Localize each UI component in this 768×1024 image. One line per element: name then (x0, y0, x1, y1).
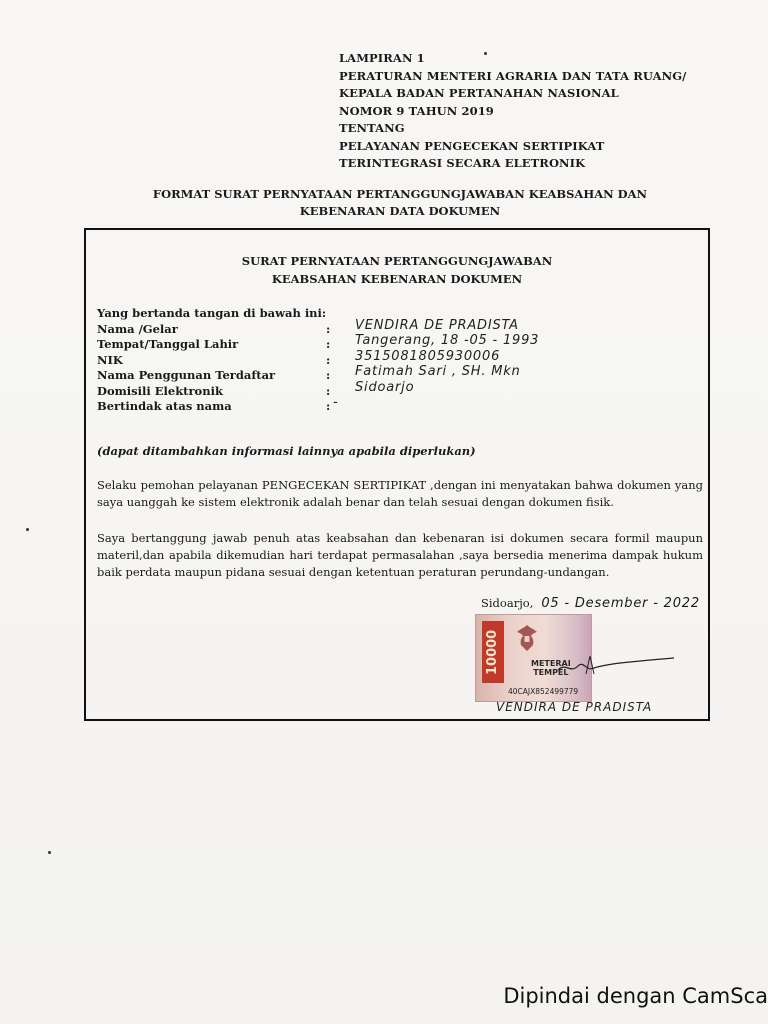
optional-info-note: (dapat ditambahkan informasi lainnya apabila diperlukan) (97, 444, 476, 458)
scan-speck (48, 851, 51, 854)
field-value-handwritten: - (333, 395, 339, 410)
place-text: Sidoarjo, (481, 596, 534, 610)
field-label: Bertindak atas nama (97, 399, 232, 413)
stamp-denomination: 10000 (482, 621, 504, 683)
format-title-line: KEBENARAN DATA DOKUMEN (299, 204, 501, 218)
field-value-handwritten: Fatimah Sari , SH. Mkn (355, 364, 521, 379)
field-value-handwritten: Sidoarjo (355, 379, 415, 395)
header-line: TENTANG (339, 121, 405, 135)
garuda-emblem-icon (516, 623, 538, 653)
field-label: Domisili Elektronik (97, 383, 223, 398)
statement-box (84, 228, 710, 721)
field-value-handwritten: VENDIRA DE PRADISTA (355, 317, 519, 333)
stamp-label-line: TEMPEL (533, 668, 569, 677)
header-line: NOMOR 9 TAHUN 2019 (339, 103, 494, 118)
field-value-handwritten: 3515081805930006 (355, 348, 501, 364)
signer-name-handwritten: VENDIRA DE PRADISTA (496, 700, 653, 714)
header-line: LAMPIRAN 1 (339, 51, 425, 65)
format-title-line: FORMAT SURAT PERNYATAAN PERTANGGUNGJAWABAN KEABSAHAN DAN (152, 187, 648, 201)
header-line: PERATURAN MENTERI AGRARIA DAN TATA RUANG/ (339, 68, 687, 83)
format-title (120, 186, 680, 220)
stamp-label-line: METERAI (531, 659, 571, 668)
field-colon: : (326, 368, 331, 382)
field-value-handwritten: Tangerang, 18 -05 - 1993 (355, 333, 540, 348)
scanner-watermark: Dipindai dengan CamSca (503, 984, 768, 1008)
date-handwritten: 05 - Desember - 2022 (541, 596, 700, 611)
field-label: Tempat/Tanggal Lahir (97, 337, 239, 351)
responsibility-paragraph: Saya bertanggung jawab penuh atas keabsahan dan kebenaran isi dokumen secara formil maupun materil,dan apabila dikemudian hari terdapat permasalahan ,saya bersedia menerima dampak hukum baik perdata maupun pidana sesuai dengan ketentuan peraturan perundang-undangan. (97, 531, 703, 579)
statement-paragraph: Selaku pemohan pelayanan PENGECEKAN SERTIPIKAT ,dengan ini menyatakan bahwa dokumen yang saya uanggah ke sistem elektronik adalah benar dan telah sesuai dengan dokumen fisik. (97, 478, 703, 509)
field-label: Nama /Gelar (97, 321, 178, 336)
identity-fields (97, 306, 697, 415)
field-colon: : (326, 383, 331, 398)
place-date (481, 596, 700, 611)
field-label: NIK (97, 352, 123, 367)
field-row-domicile (97, 379, 697, 400)
scan-speck (26, 528, 29, 531)
signature-mark (556, 640, 676, 680)
statement-title-line: KEABSAHAN KEBENARAN DOKUMEN (271, 272, 523, 286)
header-line: PELAYANAN PENGECEKAN SERTIPIKAT (339, 138, 605, 153)
stamp-serial: 40CAJX852499779 (508, 687, 579, 696)
intro-text: Yang bertanda tangan di bawah ini: (97, 306, 327, 320)
statement-title (86, 252, 708, 288)
field-row-on-behalf (97, 395, 697, 415)
header-line: KEPALA BADAN PERTANAHAN NASIONAL (339, 86, 619, 100)
header-line: TERINTEGRASI SECARA ELETRONIK (339, 156, 586, 170)
statement-title-line: SURAT PERNYATAAN PERTANGGUNGJAWABAN (241, 254, 553, 268)
appendix-header (339, 50, 686, 173)
field-colon: : (326, 337, 331, 351)
field-colon: : (326, 321, 331, 336)
field-colon: : (326, 352, 331, 367)
field-label: Nama Penggunan Terdaftar (97, 368, 276, 382)
field-colon: : (326, 399, 331, 413)
